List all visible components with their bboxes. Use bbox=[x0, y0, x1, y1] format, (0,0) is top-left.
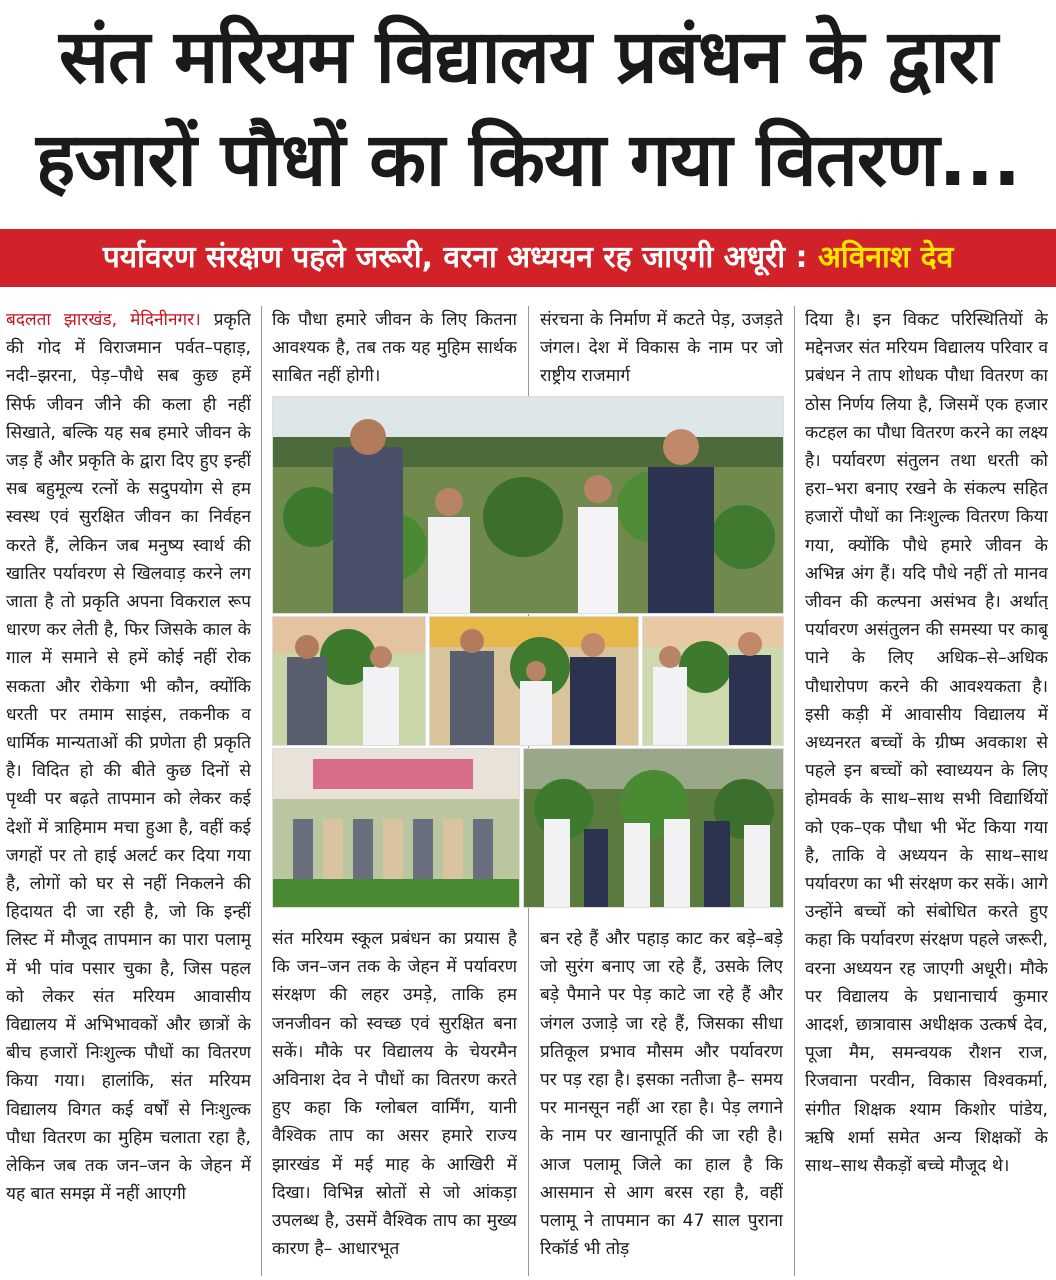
photo-distribution-3 bbox=[429, 616, 639, 746]
column-2-top-text: कि पौधा हमारे जीवन के लिए कितना आवश्यक है, तब तक यह मुहिम सार्थक साबित नहीं होगी। bbox=[272, 310, 517, 387]
photo-main-distribution bbox=[272, 396, 784, 614]
subheadline-name: अविनाश देव bbox=[818, 240, 954, 275]
photo-collage bbox=[272, 396, 784, 908]
subheadline-banner bbox=[0, 229, 1056, 287]
article-column-4 bbox=[805, 306, 1048, 1276]
headline-line-2: हजारों पौधों का किया गया वितरण... bbox=[36, 117, 1020, 203]
photo-distribution-4 bbox=[642, 616, 784, 746]
article-column-3-bottom bbox=[540, 925, 783, 1277]
photo-distribution-2 bbox=[272, 616, 426, 746]
dateline: बदलता झारखंड, मेदिनीनगर। bbox=[6, 310, 201, 330]
column-1-text: प्रकृति की गोद में विराजमान पर्वत–पहाड़, नदी–झरना, पेड़–पौधे सब कुछ हमें सिर्फ जीवन जीने की कला ही नहीं सिखाते, बल्कि यह सब हमारे जीवन के जड़ हैं और प्रकृति के द्वारा दिए हुए इन्हीं सब बहुमूल्य रत्नों के सदुपयोग से हम स्वस्थ एवं सुरक्षित जीवन का निर्वहन करते हैं, लेकिन जब मनुष्य स्वार्थ की खातिर पर्यावरण से खिलवाड़ करने लग जाता है तो प्रकृति अपना विकराल रूप धारण कर लेती है, फिर जिसके काल के गाल में समाने से हमें कोई नहीं रोक सकता और रोकेगा भी कौन, क्योंकि धरती पर तमाम साइंस, तकनीक व धार्मिक मान्यताओं की प्रणेता ही प्रकृति है। विदित हो की बीते कुछ दिनों से पृथ्वी पर बढ़ते तापमान को लेकर कई देशों में त्राहिमाम मचा हुआ है, वहीं कई जगहों पर तो हाई अलर्ट कर दिया गया है, लोगों को घर से नहीं निकलने की हिदायत दी जा रही है, जो कि इन्हीं लिस्ट में मौजूद तापमान का पारा पलामू में भी पांव पसार चुका है, जिस पहल को लेकर संत मरियम आवासीय विद्यालय में अभिभावकों और छात्रों के बीच हजारों निःशुल्क पौधों का वितरण किया गया। हालांकि, संत मरियम विद्यालय विगत कई वर्षों से निःशुल्क पौधा वितरण का मुहिम चलाता रहा है, लेकिन जब तक जन–जन के जेहन में यह बात समझ में नहीं आएगी bbox=[6, 310, 251, 1205]
article-column-1 bbox=[6, 306, 251, 1276]
article-column-3-top bbox=[540, 306, 783, 390]
subheadline-text: पर्यावरण संरक्षण पहले जरूरी, वरना अध्ययन रह जाएगी अधूरी : bbox=[102, 240, 808, 275]
column-rule bbox=[794, 306, 795, 1276]
column-2-bottom-text: संत मरियम स्कूल प्रबंधन का प्रयास है कि जन–जन तक के जेहन में पर्यावरण संरक्षण की लहर उमड़े, ताकि हम जनजीवन को स्वच्छ एवं सुरक्षित बना सकें। मौके पर विद्यालय के चेयरमैन अविनाश देव ने पौधों का वितरण करते हुए कहा कि ग्लोबल वार्मिंग, यानी वैश्विक ताप का असर हमारे राज्य झारखंड में मई माह के आखिरी में दिखा। विभिन्न स्रोतों से जो आंकड़ा उपलब्ध है, उसमें वैश्विक ताप का मुख्य कारण है– आधारभूत bbox=[272, 929, 517, 1260]
headline-line-1: संत मरियम विद्यालय प्रबंधन के द्वारा bbox=[59, 14, 997, 100]
headline bbox=[0, 0, 1056, 222]
column-rule bbox=[261, 306, 262, 1276]
column-4-text: दिया है। इन विकट परिस्थितियों के मद्देनजर संत मरियम विद्यालय परिवार व प्रबंधन ने ताप शोधक पौधा वितरण का ठोस निर्णय लिया है, जिसमें एक हजार कटहल का पौधा वितरण करने का लक्ष्य है। पर्यावरण संतुलन तथा धरती को हरा–भरा बनाए रखने के संकल्प सहित हजारों पौधों का निःशुल्क वितरण किया गया, क्योंकि पौधे हमारे जीवन के अभिन्न अंग हैं। यदि पौधे नहीं तो मानव जीवन की कल्पना असंभव है। अर्थात् पर्यावरण असंतुलन की समस्या पर काबू पाने के लिए अधिक–से–अधिक पौधारोपण करने की आवश्यकता है। इसी कड़ी में आवासीय विद्यालय में अध्यनरत बच्चों के ग्रीष्म अवकाश से पहले इन बच्चों को स्वाध्ययन के लिए होमवर्क के साथ–साथ सभी विद्यार्थियों को एक–एक पौधा भी भेंट किया गया है, ताकि वे अध्ययन के साथ–साथ पर्यावरण का भी संरक्षण कर सकें। आगे उन्होंने बच्चों को संबोधित करते हुए कहा कि पर्यावरण संरक्षण पहले जरूरी, वरना अध्ययन रह जाएगी अधूरी। मौके पर विद्यालय के प्रधानाचार्य कुमार आदर्श, छात्रावास अधीक्षक उत्कर्ष देव, पूजा मैम, समन्वयक रौशन राज, रिजवाना परवीन, विकास विश्वकर्मा, संगीत शिक्षक श्याम किशोर पांडेय, ऋषि शर्मा समेत अन्य शिक्षकों के साथ–साथ सैकड़ों बच्चे मौजूद थे। bbox=[805, 310, 1048, 1177]
photo-group-stage bbox=[272, 748, 520, 908]
column-3-top-text: संरचना के निर्माण में कटते पेड़, उजड़ते जंगल। देश में विकास के नाम पर जो राष्ट्रीय राजमार्ग bbox=[540, 310, 783, 387]
column-3-bottom-text: बन रहे हैं और पहाड़ काट कर बड़े–बड़े जो सुरंग बनाए जा रहे हैं, उसके लिए बड़े पैमाने पर पेड़ काटे जा रहे हैं और जंगल उजाड़े जा रहे हैं, जिसका सीधा प्रतिकूल प्रभाव मौसम और पर्यावरण पर पड़ रहा है। इसका नतीजा है– समय पर मानसून नहीं आ रहा है। पेड़ लगाने के नाम पर खानापूर्ति की जा रही है। आज पलामू जिले का हाल है कि आसमान से आग बरस रहा है, वहीं पलामू ने तापमान का 47 साल पुराना रिकॉर्ड भी तोड़ bbox=[540, 929, 783, 1260]
article-column-2-top bbox=[272, 306, 517, 390]
photo-group-students bbox=[523, 748, 784, 908]
article-column-2-bottom bbox=[272, 925, 517, 1277]
